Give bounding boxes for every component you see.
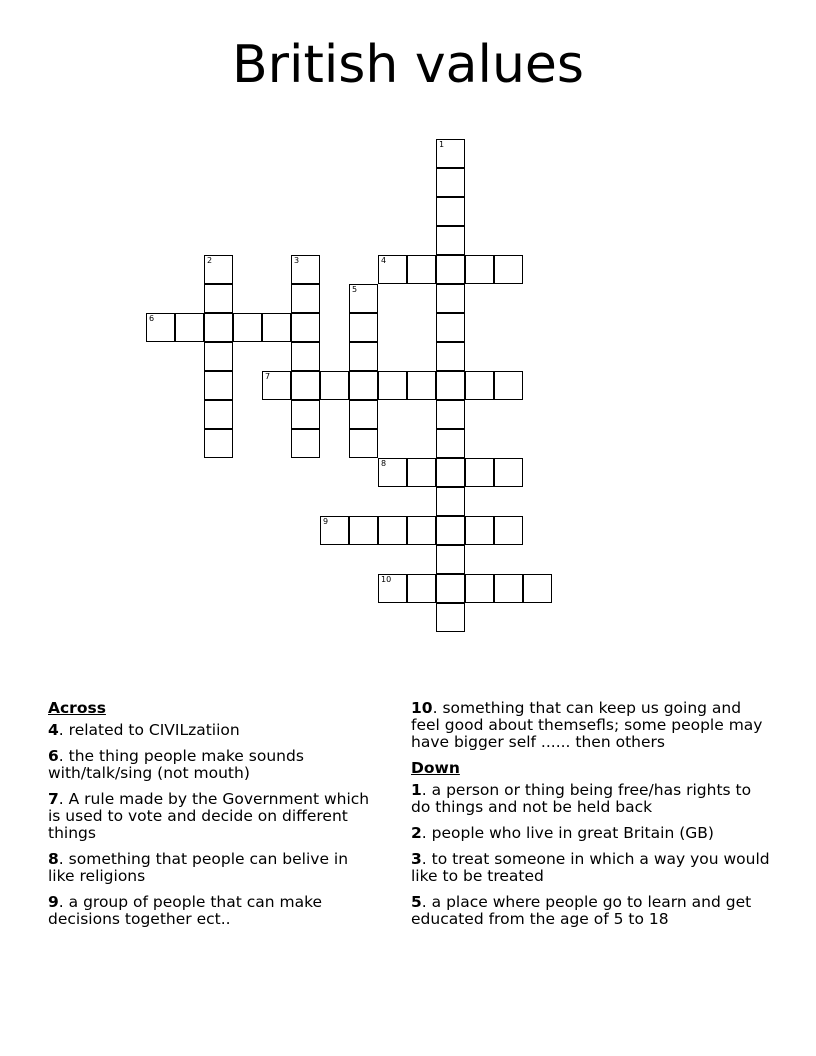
clue-text: a person or thing being free/has rights to do things and not be held back [411, 781, 752, 816]
clue-number: 6 [48, 747, 59, 765]
grid-cell[interactable] [175, 313, 204, 342]
cell-number: 6 [149, 314, 155, 323]
grid-cell[interactable] [523, 574, 552, 603]
grid-cell[interactable] [349, 400, 378, 429]
grid-cell[interactable] [320, 516, 349, 545]
grid-cell[interactable] [436, 545, 465, 574]
grid-cell[interactable] [349, 284, 378, 313]
grid-cell[interactable] [436, 226, 465, 255]
grid-cell[interactable] [262, 371, 291, 400]
clue-number: 10 [411, 699, 433, 717]
grid-cell[interactable] [233, 313, 262, 342]
clue-number: 3 [411, 850, 422, 868]
grid-cell[interactable] [204, 371, 233, 400]
clue-text: to treat someone in which a way you would like to be treated [411, 850, 770, 885]
grid-cell[interactable] [407, 516, 436, 545]
grid-cell[interactable] [436, 429, 465, 458]
grid-cell[interactable] [465, 255, 494, 284]
grid-cell[interactable] [407, 371, 436, 400]
grid-cell[interactable] [291, 284, 320, 313]
clue-text: the thing people make sounds with/talk/sing (not mouth) [48, 747, 304, 782]
grid-cell[interactable] [407, 255, 436, 284]
cell-number: 2 [207, 256, 213, 265]
grid-cell[interactable] [494, 255, 523, 284]
grid-cell[interactable] [436, 255, 465, 284]
grid-cell[interactable] [436, 197, 465, 226]
grid-cell[interactable] [291, 313, 320, 342]
grid-cell[interactable] [465, 371, 494, 400]
grid-cell[interactable] [494, 574, 523, 603]
clue-across-9: 9. a group of people that can make decisions together ect.. [48, 893, 323, 928]
grid-cell[interactable] [436, 487, 465, 516]
grid-cell[interactable] [436, 516, 465, 545]
cell-number: 7 [265, 372, 271, 381]
grid-cell[interactable] [349, 371, 378, 400]
clue-number: 7 [48, 790, 59, 808]
cell-number: 1 [439, 140, 445, 149]
grid-cell[interactable] [349, 313, 378, 342]
grid-cell[interactable] [291, 255, 320, 284]
clue-number: 2 [411, 824, 422, 842]
grid-cell[interactable] [465, 458, 494, 487]
clue-down-1: 1. a person or thing being free/has rights to do things and not be held back [411, 781, 752, 816]
grid-cell[interactable] [494, 371, 523, 400]
clue-text: A rule made by the Government which is used to vote and decide on different things [48, 790, 370, 842]
clue-number: 5 [411, 893, 422, 911]
grid-cell[interactable] [204, 342, 233, 371]
grid-cell[interactable] [204, 284, 233, 313]
cell-number: 9 [323, 517, 329, 526]
clues-column-left [48, 700, 378, 937]
grid-cell[interactable] [349, 342, 378, 371]
grid-cell[interactable] [146, 313, 175, 342]
grid-cell[interactable] [436, 139, 465, 168]
grid-cell[interactable] [378, 371, 407, 400]
cell-number: 8 [381, 459, 387, 468]
clue-number: 4 [48, 721, 59, 739]
clue-across-6: 6. the thing people make sounds with/talk/sing (not mouth) [48, 747, 304, 782]
page-title: British values [231, 35, 585, 95]
grid-cell[interactable] [349, 516, 378, 545]
grid-cell[interactable] [436, 603, 465, 632]
clue-across-8: 8. something that people can belive in like religions [48, 850, 349, 885]
grid-cell[interactable] [436, 400, 465, 429]
clue-text: something that people can belive in like religions [48, 850, 349, 885]
cell-number: 10 [381, 575, 392, 584]
grid-cell[interactable] [436, 574, 465, 603]
grid-cell[interactable] [436, 458, 465, 487]
grid-cell[interactable] [291, 342, 320, 371]
grid-cell[interactable] [465, 516, 494, 545]
cell-number: 4 [381, 256, 387, 265]
grid-cell[interactable] [204, 400, 233, 429]
grid-cell[interactable] [204, 255, 233, 284]
grid-cell[interactable] [291, 400, 320, 429]
clue-down-5: 5. a place where people go to learn and get educated from the age of 5 to 18 [411, 893, 752, 928]
grid-cell[interactable] [204, 313, 233, 342]
clue-text: a place where people go to learn and get educated from the age of 5 to 18 [411, 893, 752, 928]
grid-cell[interactable] [436, 342, 465, 371]
grid-cell[interactable] [436, 284, 465, 313]
grid-cell[interactable] [291, 429, 320, 458]
grid-cell[interactable] [494, 458, 523, 487]
grid-cell[interactable] [378, 255, 407, 284]
cell-number: 5 [352, 285, 358, 294]
grid-cell[interactable] [436, 371, 465, 400]
grid-cell[interactable] [378, 516, 407, 545]
grid-cell[interactable] [378, 458, 407, 487]
clue-number: 1 [411, 781, 422, 799]
grid-cell[interactable] [436, 168, 465, 197]
grid-cell[interactable] [204, 429, 233, 458]
clue-text: related to CIVILzatiion [68, 721, 240, 739]
clue-text: something that can keep us going and feel good about themsefls; some people may have bigger self ...... then others [411, 699, 763, 751]
clue-number: 9 [48, 893, 59, 911]
cell-number: 3 [294, 256, 300, 265]
across-heading: Across [48, 699, 106, 717]
grid-cell[interactable] [262, 313, 291, 342]
clues-column-right [411, 700, 771, 937]
clue-down-3: 3. to treat someone in which a way you would like to be treated [411, 850, 770, 885]
grid-cell[interactable] [465, 574, 494, 603]
grid-cell[interactable] [407, 458, 436, 487]
clue-across-7: 7. A rule made by the Government which is used to vote and decide on different things [48, 790, 370, 842]
clue-down-2: 2. people who live in great Britain (GB) [411, 824, 714, 842]
grid-cell[interactable] [494, 516, 523, 545]
grid-cell[interactable] [291, 371, 320, 400]
clue-text: a group of people that can make decisions together ect.. [48, 893, 323, 928]
grid-cell[interactable] [378, 574, 407, 603]
down-heading: Down [411, 759, 460, 777]
clue-across-10: 10. something that can keep us going and feel good about themsefls; some people may have bigger self ...... then others [411, 699, 763, 751]
grid-cell[interactable] [349, 429, 378, 458]
grid-cell[interactable] [436, 313, 465, 342]
clue-text: people who live in great Britain (GB) [431, 824, 714, 842]
clue-across-4: 4. related to CIVILzatiion [48, 721, 240, 739]
grid-cell[interactable] [407, 574, 436, 603]
grid-cell[interactable] [320, 371, 349, 400]
clue-number: 8 [48, 850, 59, 868]
